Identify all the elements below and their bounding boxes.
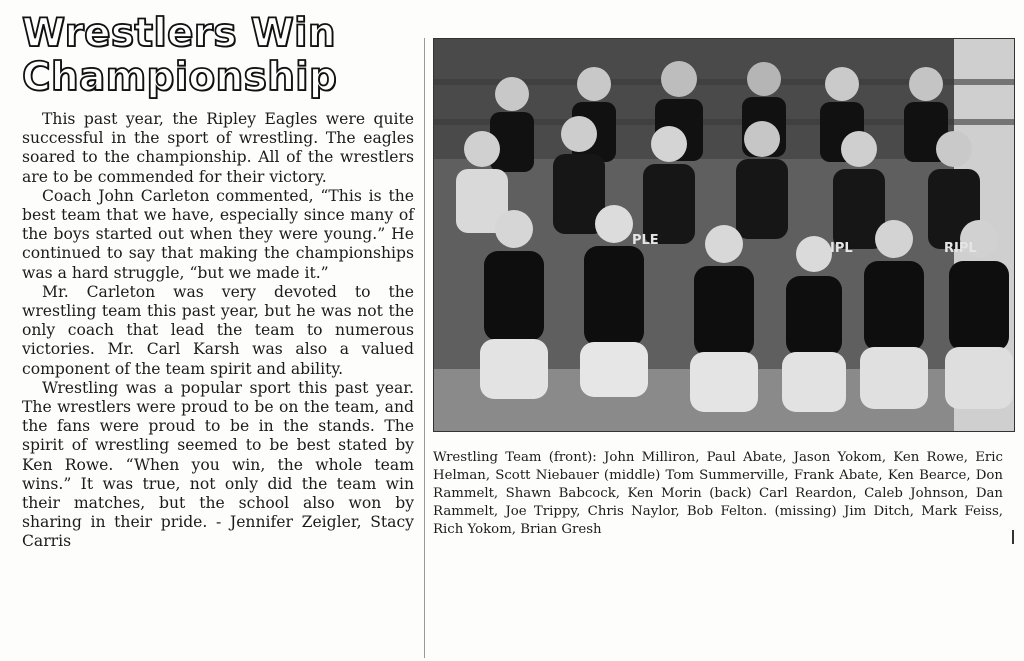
headline bbox=[22, 12, 414, 100]
headline-line-1: Wrestlers Win bbox=[22, 11, 336, 56]
article-paragraph: This past year, the Ripley Eagles were quite successful in the sport of wrestling. The eagles soared to the championship. All of the wrestlers are to be commended for their victory. bbox=[22, 110, 414, 186]
article-paragraph: Coach John Carleton commented, “This is the best team that we have, especially since many of the boys started out when they were young.” He continued to say that making the championships was a hard struggle, “but we made it.” bbox=[22, 186, 414, 282]
article-paragraph: Wrestling was a popular sport this past year. The wrestlers were proud to be on the team, and the fans were proud to be in the stands. The spirit of wrestling seemed to be best stated by Ken Rowe. “When you win, the whole team wins.” It was true, not only did the team win their matches, but the school also won by sharing in their pride. - Jennifer Zeigler, Stacy Carris bbox=[22, 378, 414, 551]
article-column bbox=[22, 12, 414, 552]
article-paragraph: Mr. Carleton was very devoted to the wrestling team this past year, but he was not the only coach that lead the team to numerous victories. Mr. Carl Karsh was also a valued component of the team spirit and ability. bbox=[22, 282, 414, 378]
singlet-lettering: IPL bbox=[830, 241, 853, 256]
article-body bbox=[22, 110, 414, 552]
singlet-lettering: PLE bbox=[632, 233, 659, 248]
column-divider bbox=[424, 38, 425, 658]
headline-line-2: Championship bbox=[22, 55, 338, 100]
singlet-lettering: RIPL bbox=[944, 241, 977, 256]
team-photo bbox=[433, 38, 1015, 432]
page-edge-mark bbox=[1012, 530, 1014, 544]
photo-caption: Wrestling Team (front): John Milliron, Paul Abate, Jason Yokom, Ken Rowe, Eric Helman, Scott Niebauer (middle) Tom Summerville, Frank Abate, Ken Bearce, Don Rammelt, Shawn Babcock, Ken Morin (back) Carl Reardon, Caleb Johnson, Dan Rammelt, Joe Trippy, Chris Naylor, Bob Felton. (missing) Jim Ditch, Mark Feiss, Rich Yokom, Brian Gresh bbox=[433, 450, 1003, 537]
team-photo-illustration bbox=[434, 39, 1014, 431]
